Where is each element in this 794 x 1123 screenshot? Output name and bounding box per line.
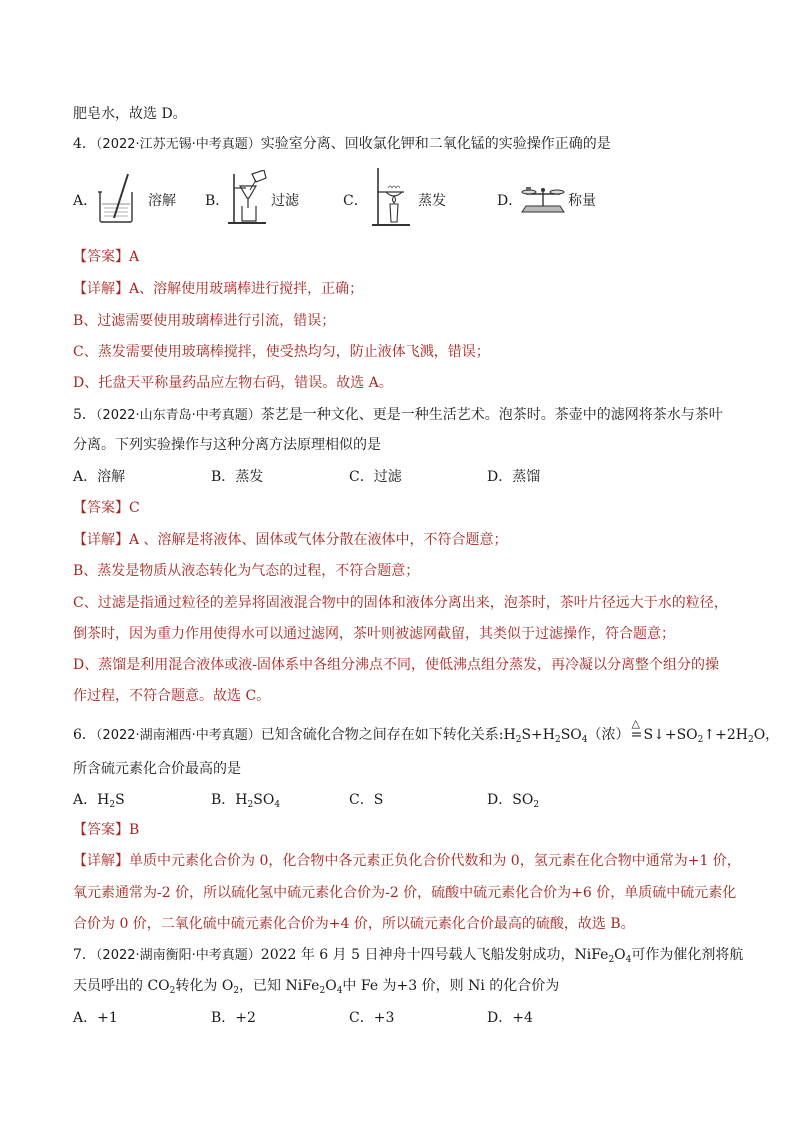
q6-option-b[interactable]: B．$H_2SO_4$ (211, 792, 281, 810)
q4-option-b-label: 过滤 (271, 193, 299, 209)
q5-detail-line-1: 【详解】A 、溶解是将液体、固体或气体分散在液体中，不符合题意； (73, 532, 508, 548)
q6-detail-line-1: 【详解】单质中元素化合价为 0，化合物中各元素正负化合价代数和为 0，氢元素在化合物中通常为+1 价， (73, 853, 741, 869)
q5-answer (73, 498, 140, 518)
answer-tag: 【答案】 (73, 822, 129, 838)
q4-option-c-label: 蒸发 (418, 193, 446, 209)
q6-option-c[interactable]: C．S (349, 792, 384, 808)
heating-delta-icon: △ (631, 717, 640, 730)
q5-option-c[interactable]: C．过滤 (349, 469, 402, 485)
question-6-stem-line-2: 所含硫元素化合价最高的是 (73, 761, 241, 777)
evaporating-dish-icon (370, 166, 412, 228)
q7-option-c[interactable]: C．+3 (349, 1010, 395, 1026)
q5-option-d[interactable]: D．蒸馏 (487, 469, 541, 485)
question-5-stem-line-1 (73, 405, 723, 426)
answer-tag: 【答案】 (73, 500, 129, 516)
option-letter: C． (343, 193, 368, 209)
answer-tag: 【答案】 (73, 249, 129, 265)
detail-tag: 【详解】 (73, 532, 129, 548)
q6-answer (73, 820, 139, 840)
detail-tag: 【详解】 (73, 853, 129, 869)
q5-detail-line-2: B、蒸发是物质从液态转化为气态的过程，不符合题意； (73, 563, 420, 579)
q5-detail-line-6: 作过程，不符合题意。故选 C。 (73, 688, 271, 704)
q6-option-d[interactable]: D．$SO_2$ (487, 792, 540, 810)
q4-detail-line-3: C、蒸发需要使用玻璃棒搅拌，使受热均匀，防止液体飞溅，错误； (73, 344, 490, 360)
q4-detail-line-1: 【详解】A、溶解使用玻璃棒进行搅拌，正确； (73, 281, 364, 297)
question-6-stem-line-1 (73, 717, 780, 750)
question-text: 实验室分离、回收氯化钾和二氧化锰的实验操作正确的是 (260, 136, 611, 152)
previous-answer-tail: 肥皂水，故选 D。 (73, 106, 187, 122)
q5-detail-line-4: 倒茶时，因为重力作用使得水可以通过滤网，茶叶则被滤网截留，其类似于过滤操作，符合题意； (73, 626, 675, 642)
q4-detail-line-4: D、托盘天平称量药品应左物右码，错误。故选 A。 (73, 375, 393, 391)
question-text: 茶艺是一种文化、更是一种生活艺术。泡茶时。茶壶中的滤网将茶水与茶叶 (260, 407, 723, 423)
option-letter: A． (73, 193, 98, 209)
answer-value: C (129, 500, 140, 516)
balance-scale-icon (520, 184, 566, 216)
question-7-stem-line-2: 天员呼出的 $CO_2$转化为 $O_2$，已知 $NiFe_2O_4$中 Fe 为+3 价，则 Ni 的化合价为 (73, 978, 560, 996)
question-number: 7． (73, 947, 96, 963)
answer-value: A (129, 249, 140, 265)
beaker-stirring-icon (94, 172, 140, 224)
q5-detail-line-3: C、过滤是指通过粒径的差异将固液混合物中的固体和液体分离出来，泡茶时，茶叶片径远大于水的粒径， (73, 595, 728, 611)
q4-detail-line-2: B、过滤需要使用玻璃棒进行引流，错误； (73, 313, 336, 329)
detail-tag: 【详解】 (73, 281, 129, 297)
question-number: 6． (73, 727, 96, 743)
option-letter: D． (497, 193, 523, 209)
question-7-stem-line-1: 7．（2022·湖南衡阳·中考真题）2022 年 6 月 5 日神舟十四号载人飞船发射成功，$NiFe_2O_4$可作为催化剂将航 (73, 947, 744, 965)
q7-option-d[interactable]: D．+4 (487, 1010, 533, 1026)
question-source: （2022·湖南湘西·中考真题） (95, 728, 261, 743)
reaction-equation: $H_2S+H_2SO_4$（浓） △ $=S↓+SO_2↑+2H_2O$， (504, 727, 780, 743)
question-text: 已知含硫化合物之间存在如下转化关系: (260, 727, 504, 743)
option-letter: B． (205, 193, 230, 209)
q6-detail-line-3: 合价为 0 价，二氧化硫中硫元素化合价为+4 价，所以硫元素化合价最高的硫酸，故选 B。 (73, 916, 635, 932)
q4-option-c[interactable] (343, 191, 368, 211)
question-source: （2022·山东青岛·中考真题） (95, 408, 261, 423)
question-source: （2022·江苏无锡·中考真题） (95, 137, 261, 152)
question-5-stem-line-2: 分离。下列实验操作与这种分离方法原理相似的是 (73, 437, 381, 453)
q6-option-a[interactable]: A．$H_2S$ (73, 792, 125, 810)
q5-option-b[interactable]: B．蒸发 (211, 469, 264, 485)
filtration-funnel-icon (226, 170, 270, 226)
answer-value: B (129, 822, 140, 838)
q4-option-a-label: 溶解 (148, 193, 176, 209)
question-source: （2022·湖南衡阳·中考真题） (95, 948, 261, 963)
q4-option-d[interactable] (497, 191, 522, 211)
q4-option-d-label: 称量 (568, 193, 596, 209)
q5-option-a[interactable]: A．溶解 (73, 469, 126, 485)
question-number: 4． (73, 136, 96, 152)
question-4-stem (73, 134, 611, 155)
q7-option-b[interactable]: B．+2 (211, 1010, 256, 1026)
q7-option-a[interactable]: A．+1 (73, 1010, 118, 1026)
q6-detail-line-2: 氧元素通常为-2 价，所以硫化氢中硫元素化合价为-2 价，硫酸中硫元素化合价为+6 价，单质硫中硫元素化 (73, 885, 737, 901)
q4-answer (73, 247, 139, 267)
q5-detail-line-5: D、蒸馏是利用混合液体或液-固体系中各组分沸点不同，使低沸点组分蒸发，再冷凝以分离整个组分的操 (73, 657, 719, 673)
question-number: 5． (73, 407, 96, 423)
